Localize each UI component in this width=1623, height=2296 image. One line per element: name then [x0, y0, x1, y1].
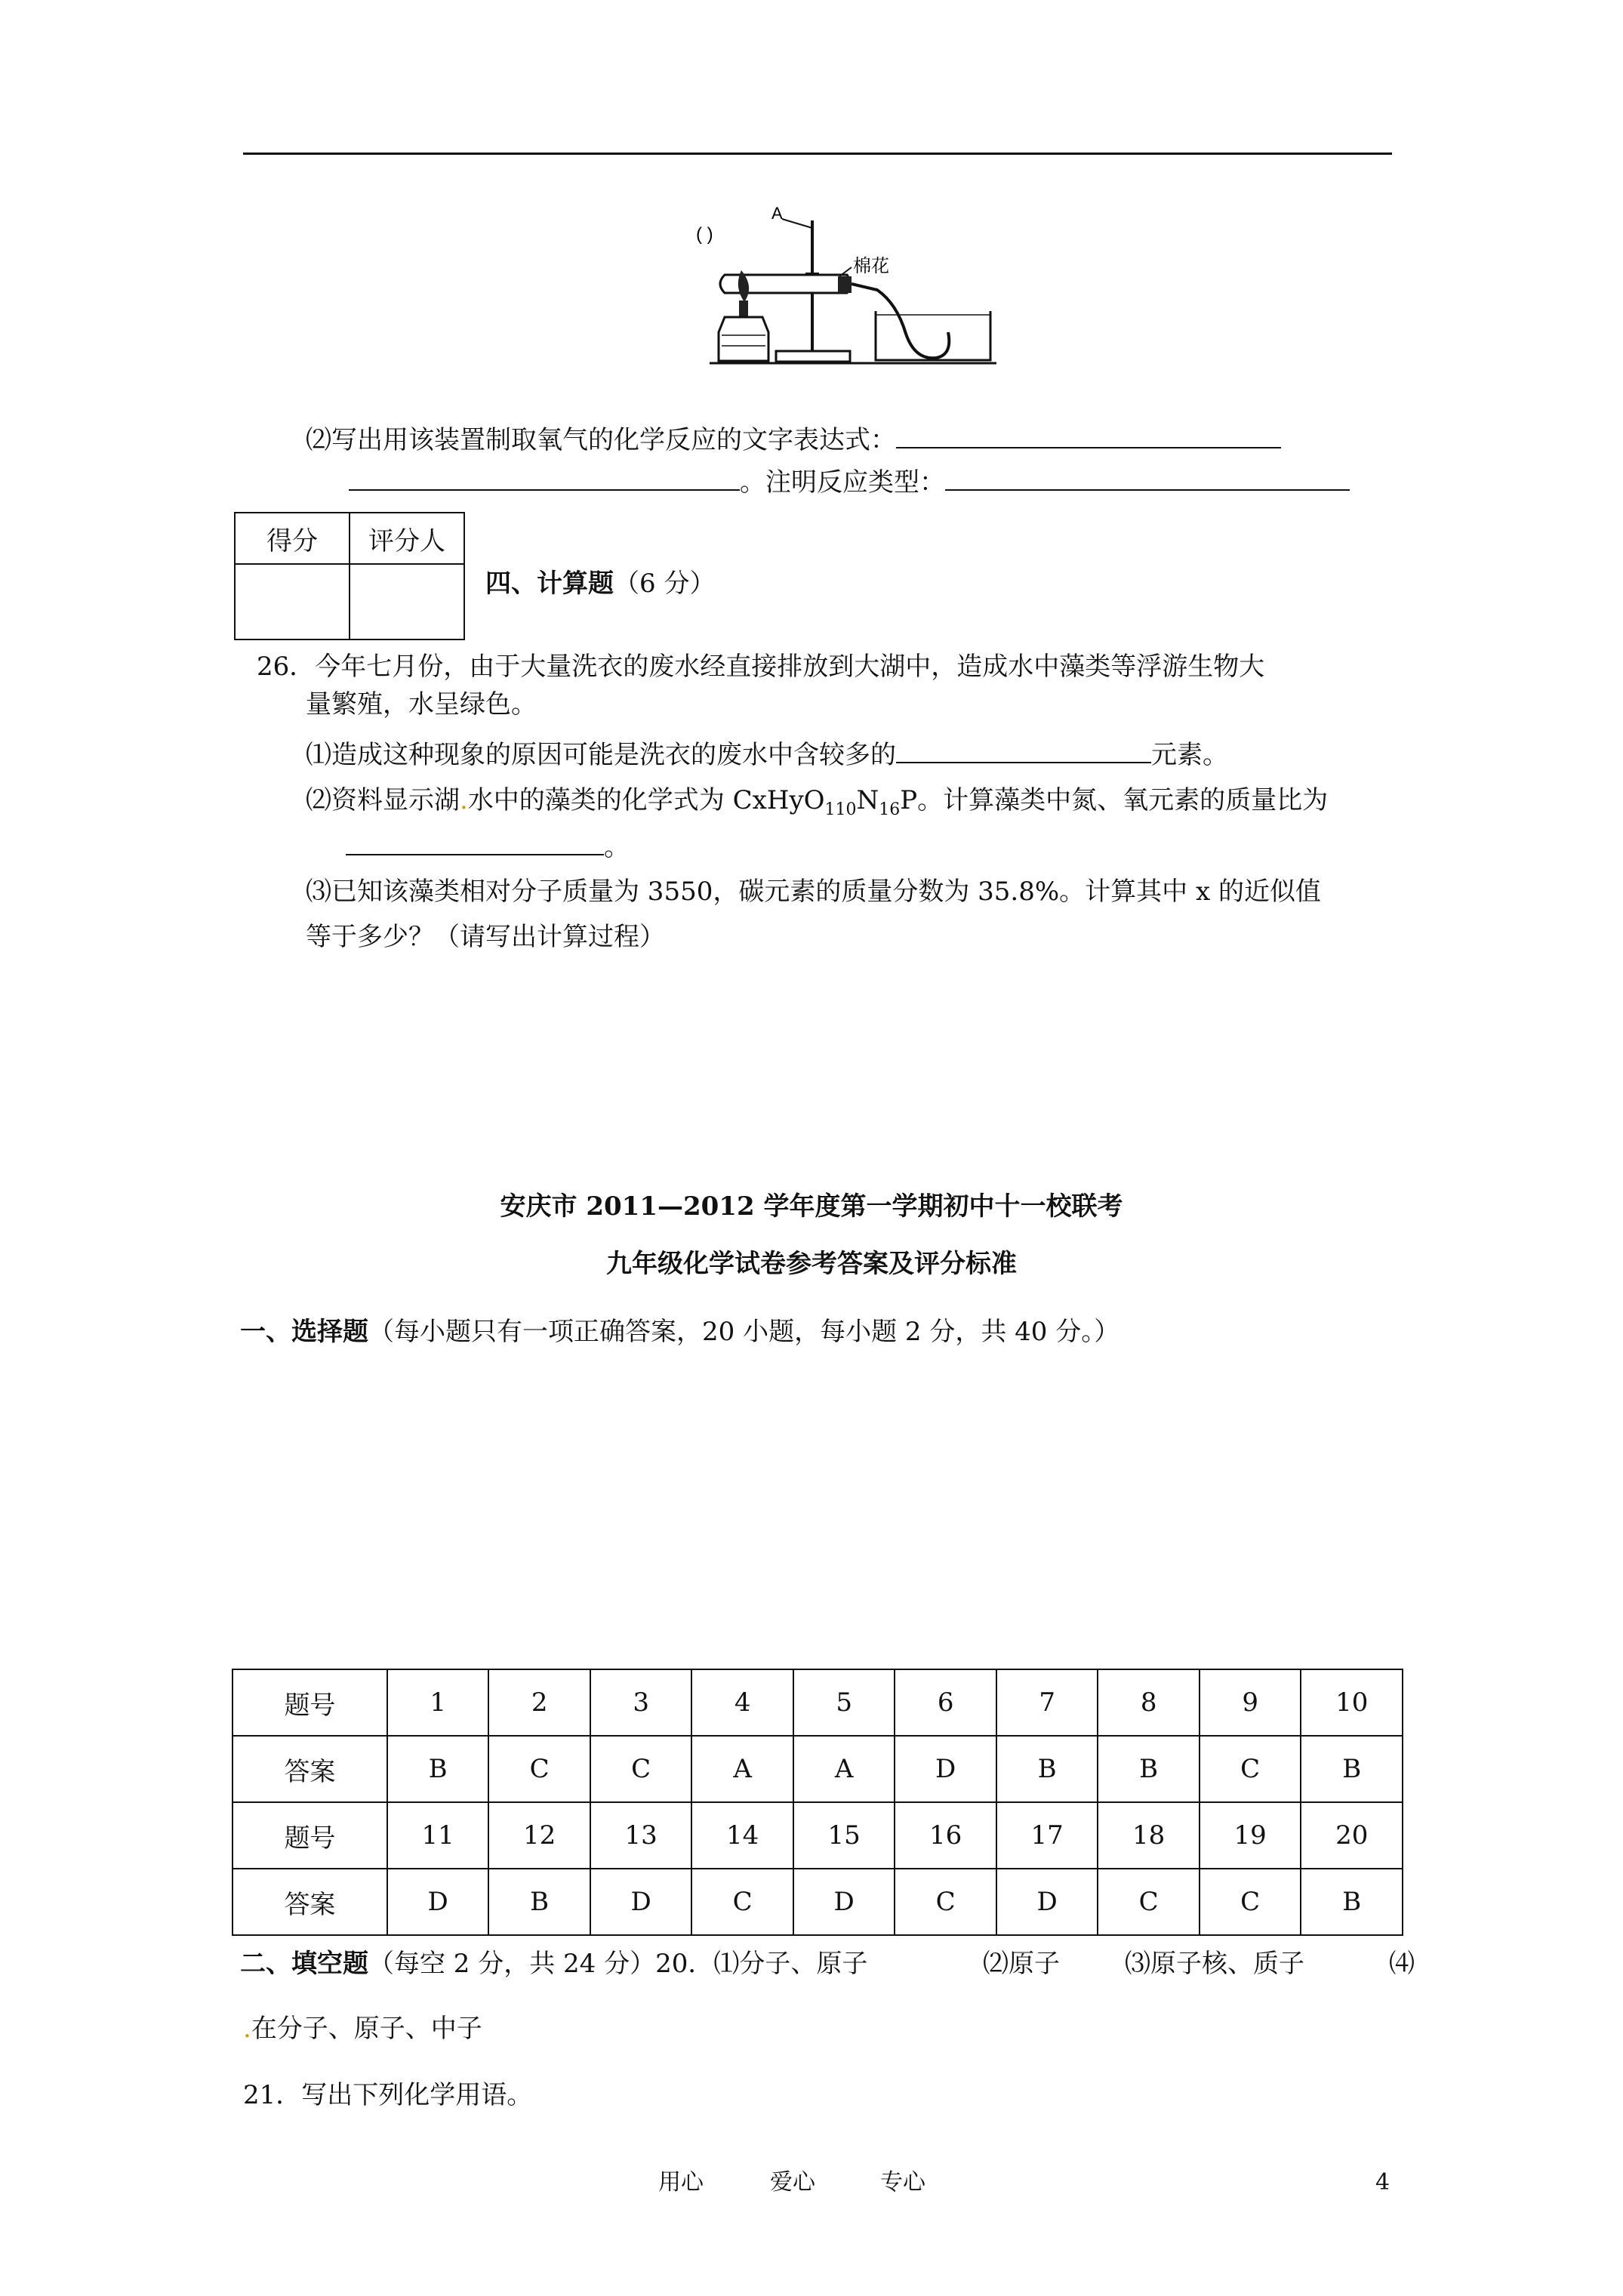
q26-part1-prompt: ⑴造成这种现象的原因可能是洗衣的废水中含较多的 — [306, 740, 896, 770]
table-row — [233, 1802, 1403, 1869]
q26-subscript-o: 110 — [824, 800, 857, 819]
table-cell: 20 — [1301, 1802, 1403, 1869]
section2-part1: （每空 2 分，共 24 分）20．⑴分子、原子 — [368, 1949, 868, 1979]
q26-subscript-n: 16 — [879, 800, 901, 819]
table-cell: C — [590, 1736, 692, 1802]
page-number: 4 — [1375, 2169, 1390, 2196]
answer-title-2: 九年级化学试卷参考答案及评分标准 — [606, 1249, 1017, 1279]
table-row — [233, 1669, 1403, 1736]
table-cell: C — [895, 1869, 996, 1935]
section2-part3: ⑶原子核、质子 — [1125, 1949, 1304, 1979]
table-row — [233, 1736, 1403, 1802]
table-cell: B — [1301, 1869, 1403, 1935]
table-cell: 18 — [1098, 1802, 1200, 1869]
table-cell: C — [691, 1869, 793, 1935]
score-header: 得分 — [235, 513, 350, 564]
table-cell: B — [387, 1736, 489, 1802]
score-cell[interactable] — [235, 564, 350, 639]
table-cell: 5 — [793, 1669, 895, 1736]
section1-heading — [240, 1314, 1119, 1349]
label-blank-paren: ( ) — [696, 224, 713, 245]
table-cell: 7 — [996, 1669, 1098, 1736]
table-cell: D — [387, 1869, 489, 1935]
q26-part1-suffix: 元素。 — [1151, 740, 1228, 770]
q26-part2-text-b: 水中的藻类的化学式为 CxHyO — [467, 785, 825, 815]
table-cell: 17 — [996, 1802, 1098, 1869]
section2-part4-answer: 在分子、原子、中子 — [251, 2014, 482, 2044]
q25-equation-blank-cont[interactable] — [349, 464, 740, 491]
q26-part2-end: 。 — [604, 832, 630, 862]
q25-prompt: ⑵写出用该装置制取氧气的化学反应的文字表达式： — [306, 425, 896, 455]
section2-line2 — [243, 2011, 482, 2046]
table-cell: 2 — [488, 1669, 590, 1736]
section1-title: 一、选择题 — [240, 1317, 368, 1347]
answer-table — [232, 1669, 1403, 1936]
table-cell: 10 — [1301, 1669, 1403, 1736]
q26-part2-blank[interactable] — [346, 828, 604, 855]
q26-part1 — [306, 736, 1228, 772]
table-cell: 题号 — [233, 1669, 387, 1736]
table-cell: 15 — [793, 1802, 895, 1869]
table-cell: 4 — [691, 1669, 793, 1736]
q26-part3-line2: 等于多少？（请写出计算过程） — [306, 922, 665, 952]
header-rule — [243, 153, 1392, 155]
q25-equation-blank[interactable] — [896, 421, 1281, 448]
section1-note: （每小题只有一项正确答案，20 小题，每小题 2 分，共 40 分。） — [368, 1317, 1120, 1347]
section2-part4: ⑷ — [1389, 1949, 1415, 1979]
table-cell: A — [793, 1736, 895, 1802]
table-cell: 答案 — [233, 1869, 387, 1935]
table-cell: A — [691, 1736, 793, 1802]
table-cell: B — [488, 1869, 590, 1935]
score-table — [234, 512, 465, 640]
table-cell: 8 — [1098, 1669, 1200, 1736]
q26-stem-line1: 26．今年七月份，由于大量洗衣的废水经直接排放到大湖中，造成水中藻类等浮游生物大 — [257, 652, 1265, 682]
q26-part3-line1: ⑶已知该藻类相对分子质量为 3550，碳元素的质量分数为 35.8%。计算其中 x 的近似值 — [306, 877, 1321, 907]
table-cell: 答案 — [233, 1736, 387, 1802]
table-cell: B — [1301, 1736, 1403, 1802]
q25-line1 — [306, 421, 1281, 458]
footer-word-1: 用心 — [658, 2169, 704, 2196]
footer-word-2: 爱心 — [770, 2169, 815, 2196]
answer-title-1: 安庆市 2011—2012 学年度第一学期初中十一校联考 — [500, 1191, 1123, 1222]
stray-dot: . — [460, 785, 468, 815]
q25-reaction-type-blank[interactable] — [945, 464, 1350, 491]
table-cell: C — [1200, 1869, 1301, 1935]
table-cell: B — [996, 1736, 1098, 1802]
table-cell: 13 — [590, 1802, 692, 1869]
section2-line1 — [240, 1946, 867, 1981]
table-cell: 19 — [1200, 1802, 1301, 1869]
apparatus-figure — [679, 198, 1019, 368]
table-cell: 16 — [895, 1802, 996, 1869]
table-row — [233, 1869, 1403, 1935]
section4-title: 四、计算题 — [485, 569, 614, 599]
q26-part2-n: N — [856, 785, 879, 815]
grader-header: 评分人 — [350, 513, 464, 564]
q26-part1-blank[interactable] — [896, 736, 1151, 763]
grader-cell[interactable] — [350, 564, 464, 639]
section2-title: 二、填空题 — [240, 1949, 368, 1979]
section2-part2: ⑵原子 — [983, 1949, 1060, 1979]
table-cell: D — [793, 1869, 895, 1935]
q26-part2 — [306, 783, 1328, 827]
table-cell: 1 — [387, 1669, 489, 1736]
table-cell: C — [488, 1736, 590, 1802]
oxygen-apparatus-drawing — [679, 198, 1019, 368]
stray-dot: . — [243, 2014, 251, 2044]
table-cell: 11 — [387, 1802, 489, 1869]
table-cell: D — [996, 1869, 1098, 1935]
q25-reaction-type-label: 。注明反应类型： — [740, 467, 945, 498]
section4-points: （6 分） — [614, 569, 716, 599]
table-cell: C — [1098, 1869, 1200, 1935]
table-cell: 14 — [691, 1802, 793, 1869]
label-a: A — [771, 204, 783, 223]
table-cell: D — [895, 1736, 996, 1802]
section4-heading — [485, 566, 715, 601]
table-cell: 6 — [895, 1669, 996, 1736]
q26-part2-answer-line — [346, 828, 630, 864]
table-cell: 12 — [488, 1802, 590, 1869]
q26-part2-text-c: P。计算藻类中氮、氧元素的质量比为 — [900, 785, 1329, 815]
label-cotton: 棉花 — [853, 256, 889, 276]
q21-line: 21．写出下列化学用语。 — [243, 2080, 533, 2110]
table-cell: C — [1200, 1736, 1301, 1802]
q26-part2-text-a: ⑵资料显示湖 — [306, 785, 460, 815]
table-cell: B — [1098, 1736, 1200, 1802]
table-cell: 3 — [590, 1669, 692, 1736]
q26-stem-line2: 量繁殖，水呈绿色。 — [306, 689, 537, 720]
table-cell: 题号 — [233, 1802, 387, 1869]
footer-word-3: 专心 — [880, 2169, 925, 2196]
q25-line2 — [349, 464, 1350, 500]
table-cell: 9 — [1200, 1669, 1301, 1736]
table-cell: D — [590, 1869, 692, 1935]
